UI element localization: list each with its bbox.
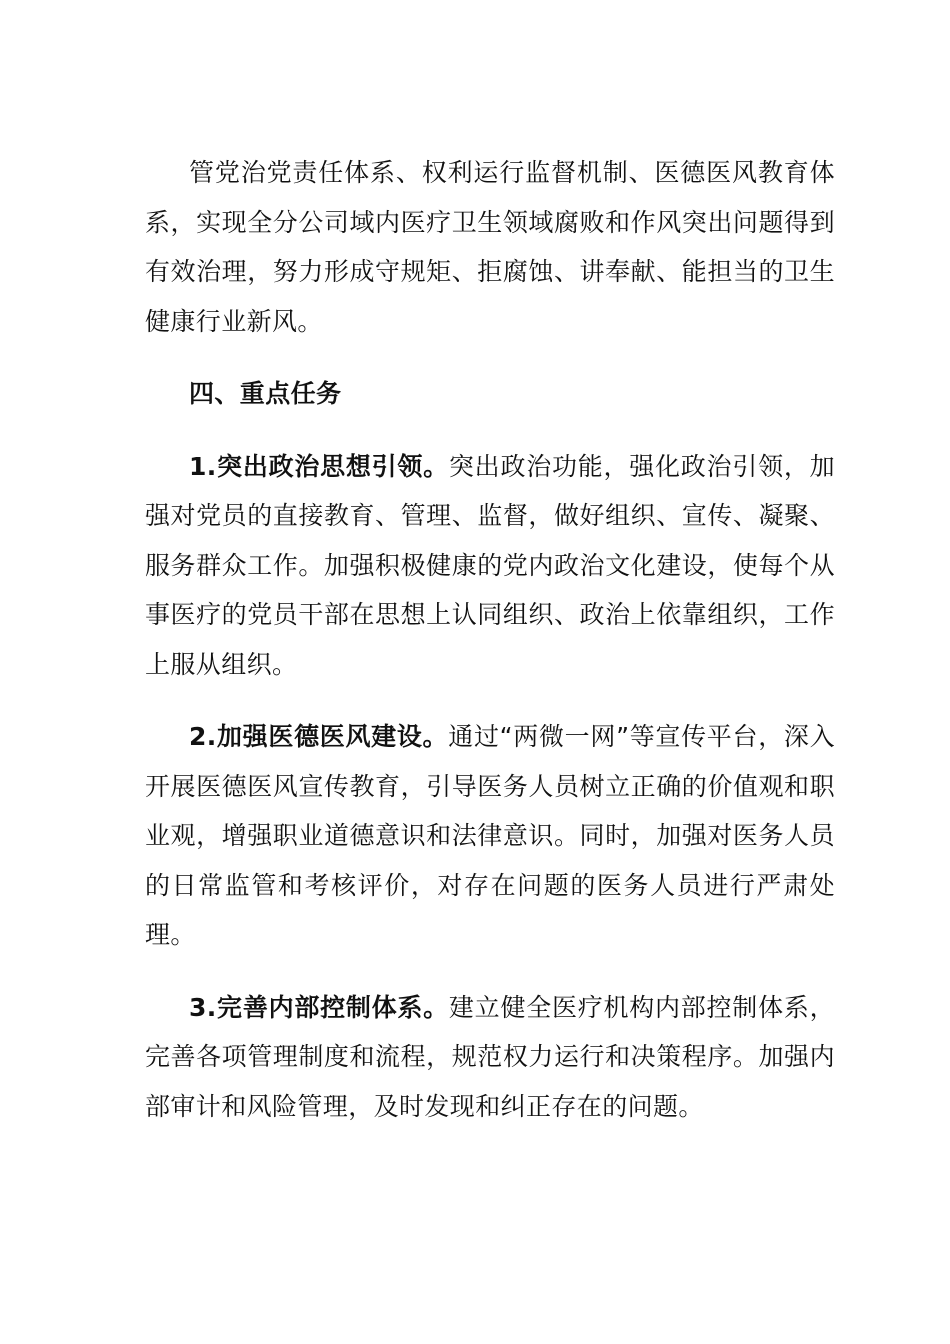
task-paragraph-3 (145, 983, 835, 1132)
task-body-2: 通过“两微一网”等宣传平台，深入开展医德医风宣传教育，引导医务人员树立正确的价值观和职业观，增强职业道德意识和法律意识。同时，加强对医务人员的日常监管和考核评价，对存在问题的医务人员进行严肃处理。 (145, 722, 835, 949)
task-paragraph-1 (145, 442, 835, 690)
task-lead-3: 3.完善内部控制体系。 (189, 992, 449, 1022)
intro-paragraph: 管党治党责任体系、权利运行监督机制、医德医风教育体系，实现全分公司域内医疗卫生领域腐败和作风突出问题得到有效治理，努力形成守规矩、拒腐蚀、讲奉献、能担当的卫生健康行业新风。 (145, 158, 835, 336)
task-lead-1: 1.突出政治思想引领。 (189, 451, 449, 481)
task-body-3: 建立健全医疗机构内部控制体系，完善各项管理制度和流程，规范权力运行和决策程序。加强内部审计和风险管理，及时发现和纠正存在的问题。 (145, 992, 835, 1121)
task-paragraph-2 (145, 712, 835, 960)
task-body-1: 突出政治功能，强化政治引领，加强对党员的直接教育、管理、监督，做好组织、宣传、凝聚、服务群众工作。加强积极健康的党内政治文化建设，使每个从事医疗的党员干部在思想上认同组织、政治上依靠组织，工作上服从组织。 (145, 451, 835, 679)
document-body (145, 148, 835, 1131)
task-lead-2: 2.加强医德医风建设。 (189, 722, 449, 751)
section-heading: 四、重点任务 (189, 379, 342, 408)
